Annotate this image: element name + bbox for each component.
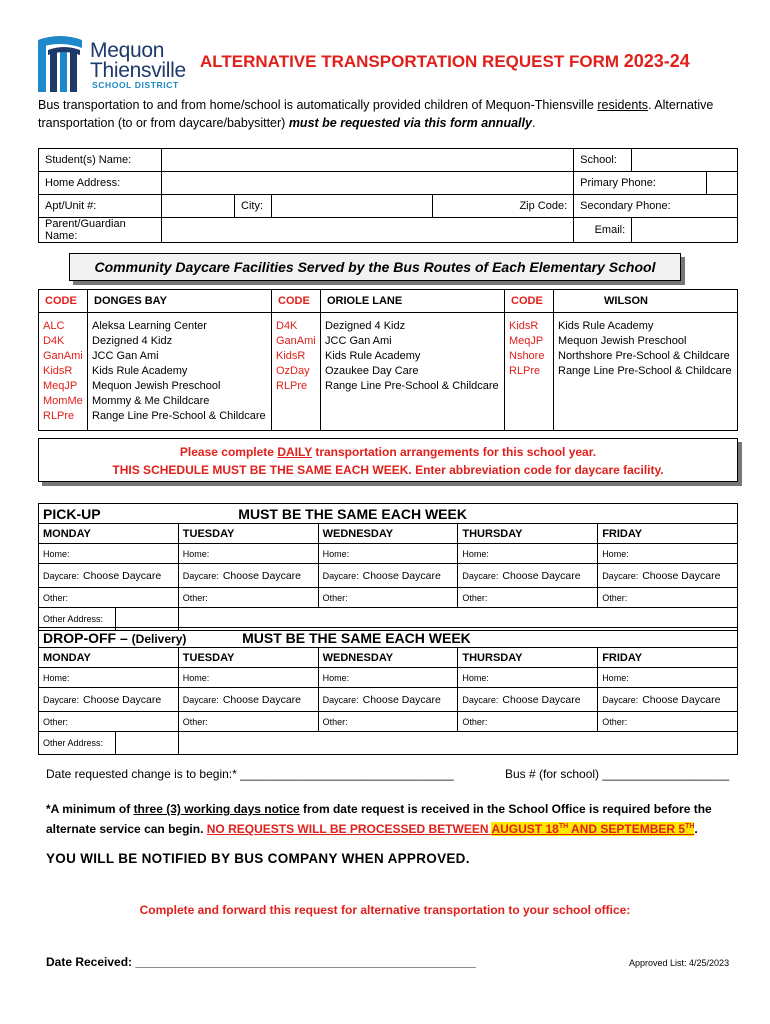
daycare-select[interactable]: Daycare: Choose Daycare bbox=[178, 688, 318, 712]
oriole-names: Dezigned 4 Kidz JCC Gan Ami Kids Rule Academy Ozaukee Day Care Range Line Pre-School & Childcare bbox=[321, 313, 505, 431]
home-field[interactable]: Home: bbox=[598, 668, 738, 688]
home-field[interactable]: Home: bbox=[178, 544, 318, 564]
daycare-select[interactable]: Daycare: Choose Daycare bbox=[318, 564, 458, 588]
intro-paragraph: Bus transportation to and from home/school is automatically provided children of Mequon-Thiensville residents. Alternative transportation (to or from daycare/babysitter) must be requested via this form annually. bbox=[38, 98, 714, 130]
minimum-notice: *A minimum of three (3) working days notice from date request is received in the School Office is required before the alternate service can begin. NO REQUESTS WILL BE PROCESSED BETWEEN AUGUST 18TH AND SEPTEMBER 5TH. bbox=[46, 802, 712, 836]
primary-phone-field[interactable] bbox=[706, 172, 737, 195]
email-label: Email: bbox=[574, 218, 632, 243]
parent-label: Parent/Guardian Name: bbox=[39, 218, 162, 243]
other-address-label: Other Address: bbox=[39, 732, 116, 754]
date-received-line[interactable]: Date Received: ___________________________________________________ bbox=[46, 955, 476, 969]
daycare-select[interactable]: Daycare: Choose Daycare bbox=[598, 688, 738, 712]
notified-text: YOU WILL BE NOTIFIED BY BUS COMPANY WHEN APPROVED. bbox=[46, 851, 470, 866]
home-field[interactable]: Home: bbox=[39, 668, 179, 688]
date-requested-line[interactable]: Date requested change is to begin:* ________________________________ bbox=[46, 767, 454, 781]
primary-phone-label: Primary Phone: bbox=[574, 172, 706, 195]
day-thursday: THURSDAY bbox=[458, 648, 598, 668]
other-address-label: Other Address: bbox=[39, 608, 116, 630]
home-field[interactable]: Home: bbox=[318, 668, 458, 688]
city-label: City: bbox=[235, 195, 272, 218]
home-field[interactable]: Home: bbox=[458, 668, 598, 688]
code-header: CODE bbox=[272, 290, 321, 313]
daycare-select[interactable]: Daycare: Choose Daycare bbox=[39, 688, 179, 712]
school-header-wilson: WILSON bbox=[554, 290, 738, 313]
dropoff-same-week: MUST BE THE SAME EACH WEEK bbox=[238, 628, 657, 648]
approved-list: Approved List: 4/25/2023 bbox=[629, 958, 730, 968]
daycare-codes-table bbox=[38, 289, 738, 431]
forward-instructions: Complete and forward this request for alternative transportation to your school office: bbox=[139, 903, 631, 917]
home-address-field[interactable] bbox=[162, 172, 574, 195]
district-logo-icon bbox=[38, 36, 82, 92]
other-field[interactable]: Other: bbox=[458, 588, 598, 608]
day-monday: MONDAY bbox=[39, 648, 179, 668]
students-field[interactable] bbox=[162, 149, 574, 172]
daily-notice: Please complete DAILY transportation arrangements for this school year. THIS SCHEDULE MUST BE THE SAME EACH WEEK. Enter abbreviation code for daycare facility. bbox=[38, 438, 738, 482]
zip-label: Zip Code: bbox=[433, 195, 574, 218]
day-tuesday: TUESDAY bbox=[178, 648, 318, 668]
daycare-select[interactable]: Daycare: Choose Daycare bbox=[458, 688, 598, 712]
school-label: School: bbox=[574, 149, 632, 172]
secondary-phone-label: Secondary Phone: bbox=[574, 195, 738, 218]
home-address-label: Home Address: bbox=[39, 172, 162, 195]
other-field[interactable]: Other: bbox=[458, 712, 598, 732]
dropoff-title: DROP-OFF – (Delivery) bbox=[39, 628, 319, 648]
logo-line-2: Thiensville bbox=[90, 59, 186, 82]
email-field[interactable] bbox=[632, 218, 738, 243]
code-header: CODE bbox=[505, 290, 554, 313]
day-wednesday: WEDNESDAY bbox=[318, 648, 458, 668]
school-field[interactable] bbox=[632, 149, 738, 172]
home-field[interactable]: Home: bbox=[458, 544, 598, 564]
logo-line-1: Mequon bbox=[90, 39, 165, 62]
donges-names: Aleksa Learning Center Dezigned 4 Kidz JCC Gan Ami Kids Rule Academy Mequon Jewish Preschool Mommy & Me Childcare Range Line Pre-School & Childcare bbox=[88, 313, 272, 431]
daycare-select[interactable]: Daycare: Choose Daycare bbox=[318, 688, 458, 712]
daycare-select[interactable]: Daycare: Choose Daycare bbox=[458, 564, 598, 588]
other-field[interactable]: Other: bbox=[178, 588, 318, 608]
city-field[interactable] bbox=[272, 195, 433, 218]
highlighted-dates: AUGUST 18TH AND SEPTEMBER 5TH bbox=[491, 822, 695, 836]
logo-line-3: SCHOOL DISTRICT bbox=[92, 80, 179, 90]
apt-label: Apt/Unit #: bbox=[39, 195, 162, 218]
donges-codes: ALC D4K GanAmi KidsR MeqJP MomMe RLPre bbox=[39, 313, 88, 431]
school-header-oriole: ORIOLE LANE bbox=[321, 290, 505, 313]
wilson-codes: KidsR MeqJP Nshore RLPre bbox=[505, 313, 554, 431]
student-info-table bbox=[38, 148, 738, 243]
dropoff-schedule bbox=[38, 627, 738, 755]
day-friday: FRIDAY bbox=[598, 648, 738, 668]
parent-field[interactable] bbox=[162, 218, 574, 243]
other-field[interactable]: Other: bbox=[178, 712, 318, 732]
day-thursday: THURSDAY bbox=[458, 524, 598, 544]
wilson-names: Kids Rule Academy Mequon Jewish Preschool Northshore Pre-School & Childcare Range Line Pre-School & Childcare bbox=[554, 313, 738, 431]
pickup-schedule bbox=[38, 503, 738, 631]
apt-field[interactable] bbox=[162, 195, 235, 218]
daycare-select[interactable]: Daycare: Choose Daycare bbox=[178, 564, 318, 588]
day-friday: FRIDAY bbox=[598, 524, 738, 544]
code-header: CODE bbox=[39, 290, 88, 313]
home-field[interactable]: Home: bbox=[598, 544, 738, 564]
day-monday: MONDAY bbox=[39, 524, 179, 544]
form-title: ALTERNATIVE TRANSPORTATION REQUEST FORM 2023-24 bbox=[200, 51, 690, 71]
home-field[interactable]: Home: bbox=[178, 668, 318, 688]
home-field[interactable]: Home: bbox=[318, 544, 458, 564]
oriole-codes: D4K GanAmi KidsR OzDay RLPre bbox=[272, 313, 321, 431]
bus-number-line[interactable]: Bus # (for school) ___________________ bbox=[505, 767, 730, 781]
home-field[interactable]: Home: bbox=[39, 544, 179, 564]
daycare-select[interactable]: Daycare: Choose Daycare bbox=[598, 564, 738, 588]
other-field[interactable]: Other: bbox=[39, 588, 179, 608]
school-header-donges: DONGES BAY bbox=[88, 290, 272, 313]
other-field[interactable]: Other: bbox=[318, 588, 458, 608]
students-label: Student(s) Name: bbox=[39, 149, 162, 172]
other-field[interactable]: Other: bbox=[39, 712, 179, 732]
pickup-title: PICK-UP bbox=[39, 504, 179, 524]
day-tuesday: TUESDAY bbox=[178, 524, 318, 544]
daycare-section-title: Community Daycare Facilities Served by the Bus Routes of Each Elementary School bbox=[69, 253, 681, 281]
other-address-row bbox=[39, 732, 179, 755]
other-field[interactable]: Other: bbox=[598, 588, 738, 608]
daycare-select[interactable]: Daycare: Choose Daycare bbox=[39, 564, 179, 588]
other-field[interactable]: Other: bbox=[598, 712, 738, 732]
other-field[interactable]: Other: bbox=[318, 712, 458, 732]
day-wednesday: WEDNESDAY bbox=[318, 524, 458, 544]
other-address-field[interactable] bbox=[178, 732, 737, 755]
pickup-same-week: MUST BE THE SAME EACH WEEK bbox=[178, 504, 737, 524]
